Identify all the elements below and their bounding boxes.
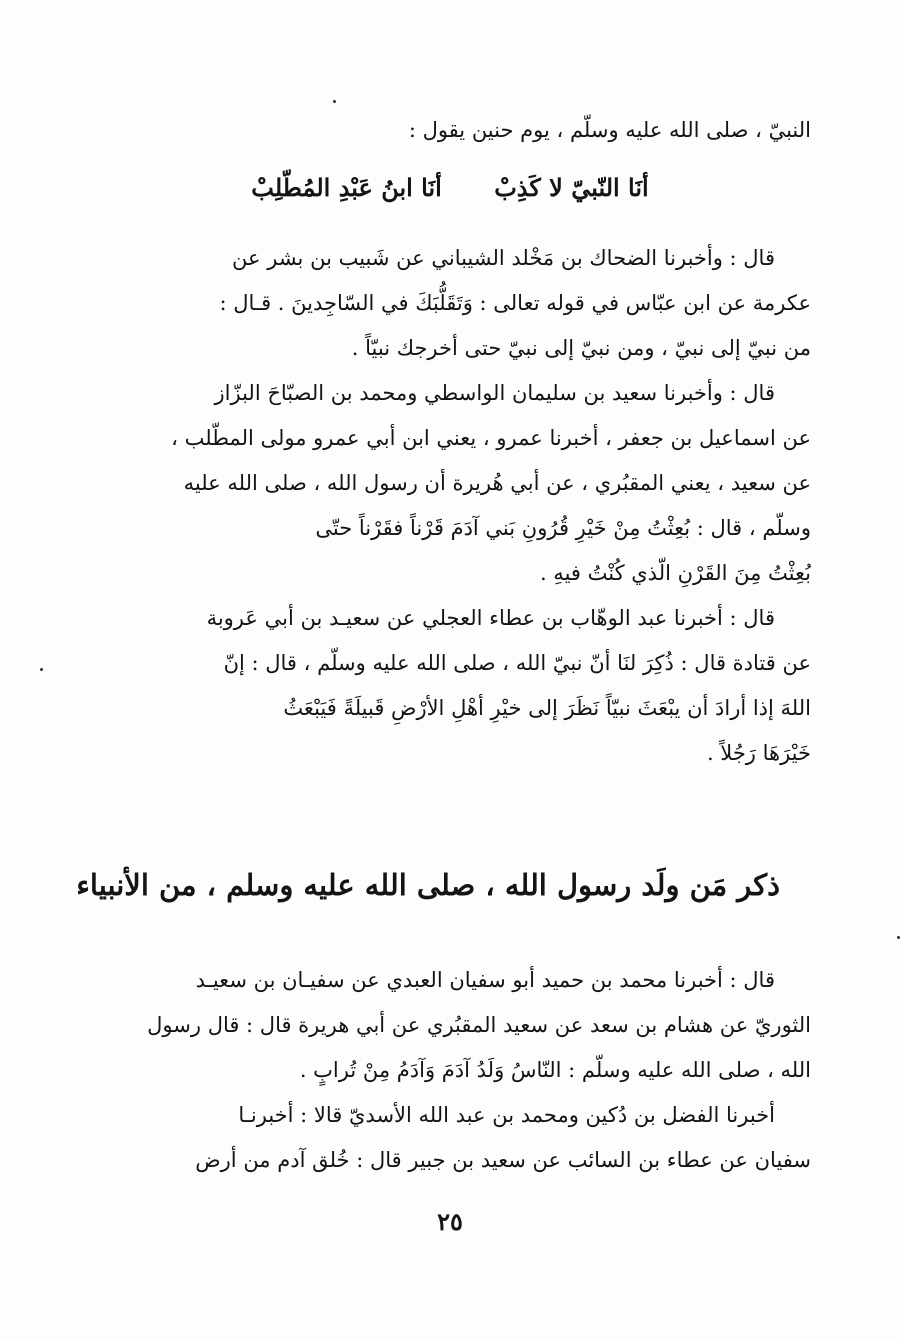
- section-heading: ذكر مَن ولَد رسول الله ، صلى الله عليه وسلم ، من الأنبياء: [76, 868, 780, 902]
- text-line: وسلّم ، قال : بُعِثْتُ مِنْ خَيْرِ قُرُونِ بَني آدَمَ قَرْناً فقَرْناً حتّى: [315, 516, 811, 540]
- text-line: قال : وأخبرنا الضحاك بن مَخْلد الشيباني عن شَبيب بن بشر عن: [232, 246, 775, 270]
- page-number: ٢٥: [437, 1207, 463, 1236]
- verse-hemistich-2: أنَا ابنُ عَبْدِ المُطّلِبْ: [251, 173, 442, 202]
- text-line: الثوريّ عن هشام بن سعد عن سعيد المقبُري عن أبي هريرة قال : قال رسول: [147, 1013, 811, 1037]
- intro-block: [108, 108, 811, 153]
- text-line: الله ، صلى الله عليه وسلّم : النّاسُ وَلَدُ آدَمَ وَآدَمُ مِنْ تُرابٍ .: [299, 1058, 811, 1082]
- narrations-block-1: [108, 236, 811, 776]
- print-speck: [333, 100, 336, 103]
- narrations-block-2: [108, 958, 811, 1183]
- intro-line: النبيّ ، صلى الله عليه وسلّم ، يوم حنين يقول :: [408, 118, 811, 142]
- text-line: قال : أخبرنا محمد بن حميد أبو سفيان العبدي عن سفيـان بن سعيـد: [195, 968, 775, 992]
- print-speck: [897, 936, 900, 939]
- text-line: عكرمة عن ابن عبّاس في قوله تعالى : وَتَقَلُّبَكَ في السّاجِدينَ . قـال :: [219, 291, 811, 315]
- text-line: عن اسماعيل بن جعفر ، أخبرنا عمرو ، يعني ابن أبي عمرو مولى المطّلب ،: [171, 426, 811, 450]
- poetry-verse: [180, 164, 720, 212]
- text-line: عن سعيد ، يعني المقبُري ، عن أبي هُريرة أن رسول الله ، صلى الله عليه: [183, 471, 811, 495]
- verse-hemistich-1: أنَا النّبيّ لا كَذِبْ: [494, 173, 649, 202]
- text-line: من نبيّ إلى نبيّ ، ومن نبيّ إلى نبيّ حتى أخرجك نبيّاً .: [351, 336, 811, 360]
- text-line: قال : أخبرنا عبد الوهّاب بن عطاء العجلي عن سعيـد بن أبي عَروبة: [206, 606, 775, 630]
- text-line: أخبرنا الفضل بن دُكين ومحمد بن عبد الله الأسديّ قالا : أخبرنـا: [238, 1103, 775, 1127]
- text-line: اللهَ إذا أرادَ أن يبْعَثَ نبيّاً نَظَرَ إلى خيْرِ أهْلِ الأرْضِ قَبيلَةً فَيَبْعَثُ: [283, 696, 811, 720]
- text-line: خَيْرَهَا رَجُلاً .: [706, 741, 811, 765]
- text-line: قال : وأخبرنا سعيد بن سليمان الواسطي ومحمد بن الصبّاحَ البزّاز: [214, 381, 775, 405]
- print-speck: [40, 668, 43, 671]
- text-line: سفيان عن عطاء بن السائب عن سعيد بن جبير قال : خُلق آدم من أرض: [195, 1148, 811, 1172]
- text-line: عن قتادة قال : ذُكِرَ لنَا أنّ نبيّ الله ، صلى الله عليه وسلّم ، قال : إنّ: [223, 651, 811, 675]
- text-line: بُعِثْتُ مِنَ القَرْنِ الّذي كُنْتُ فيهِ .: [539, 561, 811, 585]
